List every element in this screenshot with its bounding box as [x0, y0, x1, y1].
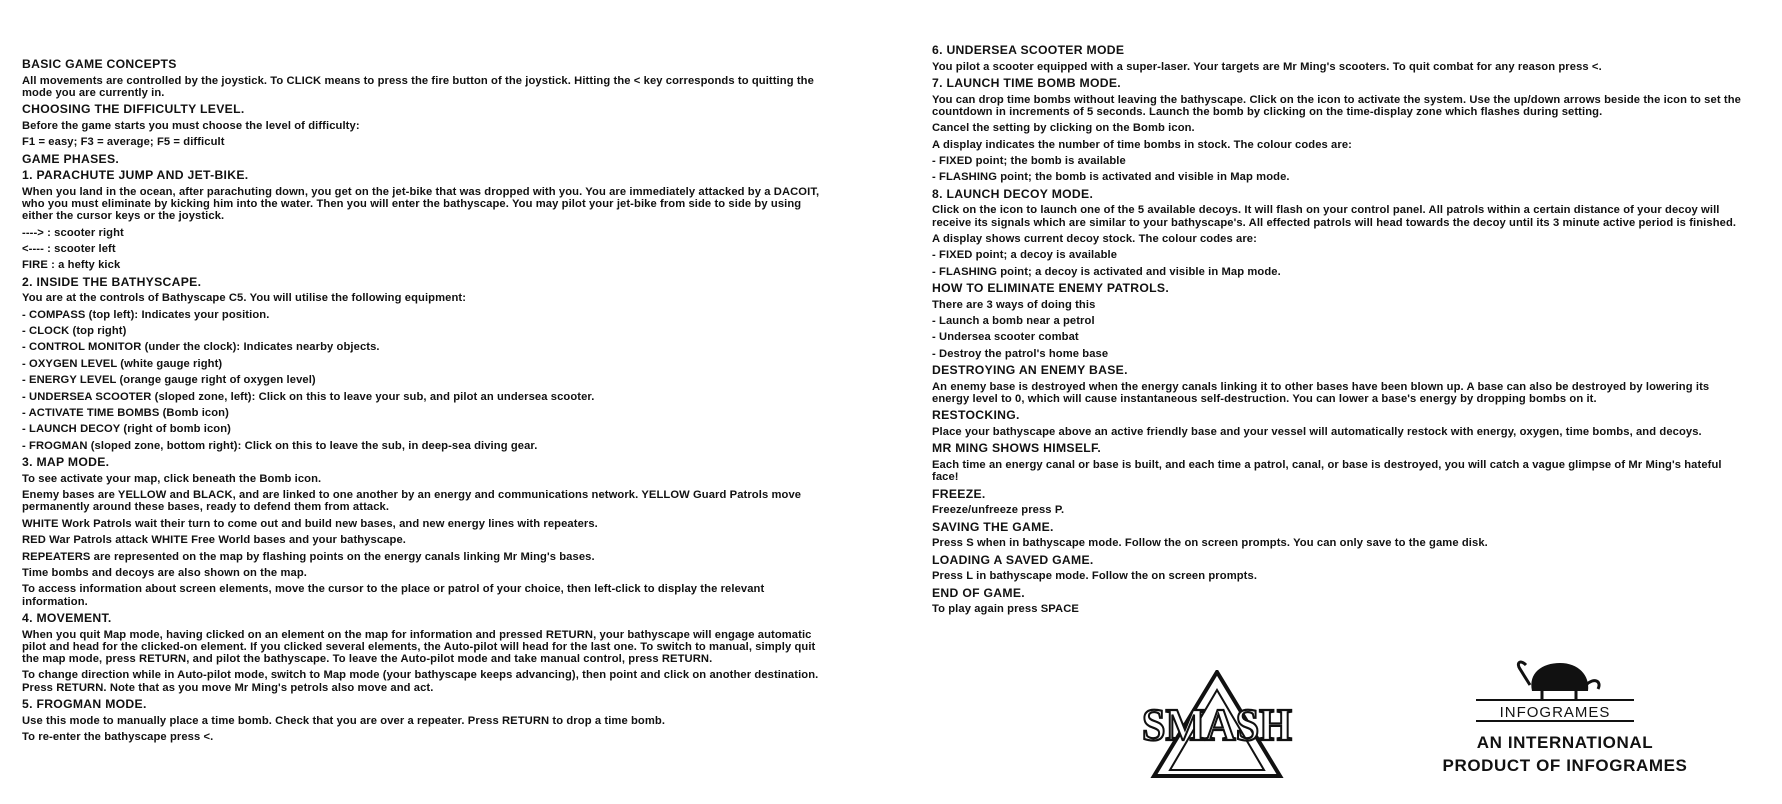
section-heading: 6. UNDERSEA SCOOTER MODE: [932, 43, 1125, 57]
section-heading: HOW TO ELIMINATE ENEMY PATROLS.: [932, 281, 1170, 296]
paragraph: - CLOCK (top right): [22, 325, 127, 338]
paragraph: There are 3 ways of doing this: [932, 298, 1096, 311]
paragraph: To see activate your map, click beneath the Bomb icon.: [22, 472, 322, 485]
section-heading: SAVING THE GAME.: [932, 519, 1054, 534]
paragraph: REPEATERS are represented on the map by flashing points on the energy canals linking Mr Ming's bases.: [22, 550, 595, 563]
paragraph: Cancel the setting by clicking on the Bomb icon.: [932, 122, 1195, 135]
paragraph: - FLASHING point; a decoy is activated and visible in Map mode.: [932, 265, 1281, 278]
paragraph: You are at the controls of Bathyscape C5. You will utilise the following equipment:: [22, 292, 467, 305]
paragraph: - LAUNCH DECOY (right of bomb icon): [22, 423, 231, 436]
paragraph: Click on the icon to launch one of the 5 available decoys. It will flash on your control panel. All patrols within a certain distance of your decoy will receive its signals which are similar to your bathyscape's. All effected patrols will head towards the decoy until its 3 minute active period is finished.: [932, 204, 1737, 229]
paragraph: You pilot a scooter equipped with a super-laser. Your targets are Mr Ming's scooters. To quit combat for any reason press <.: [932, 60, 1602, 73]
paragraph: Time bombs and decoys are also shown on the map.: [22, 566, 307, 579]
section-heading: 4. MOVEMENT.: [22, 610, 112, 625]
section-heading: CHOOSING THE DIFFICULTY LEVEL.: [22, 102, 245, 117]
international-product-line-2: PRODUCT OF INFOGRAMES: [1442, 756, 1688, 775]
paragraph: - Launch a bomb near a petrol: [932, 315, 1095, 328]
paragraph: - Undersea scooter combat: [932, 331, 1079, 344]
section-heading: 7. LAUNCH TIME BOMB MODE.: [932, 75, 1121, 90]
manual-right-column: [932, 44, 1742, 620]
paragraph: Before the game starts you must choose the level of difficulty:: [22, 119, 360, 132]
paragraph: Press S when in bathyscape mode. Follow the on screen prompts. You can only save to the game disk.: [932, 537, 1488, 550]
paragraph: Each time an energy canal or base is built, and each time a patrol, canal, or base is destroyed, you will catch a vague glimpse of Mr Ming's hateful face!: [932, 459, 1722, 484]
paragraph: - COMPASS (top left): Indicates your position.: [22, 308, 270, 321]
smash-logo-icon: [1132, 670, 1302, 780]
section-heading: 1. PARACHUTE JUMP AND JET-BIKE.: [22, 168, 249, 183]
paragraph: FIRE : a hefty kick: [22, 259, 121, 272]
section-heading: MR MING SHOWS HIMSELF.: [932, 441, 1102, 456]
paragraph: You can drop time bombs without leaving the bathyscape. Click on the icon to activate the system. Use the up/down arrows beside the icon to set the countdown in increments of 5 seconds. Launch the bomb by clicking on the time-display zone which flashes during setting.: [932, 93, 1741, 118]
paragraph: - FROGMAN (sloped zone, bottom right): Click on this to leave the sub, in deep-sea diving gear.: [22, 439, 538, 452]
section-heading: RESTOCKING.: [932, 408, 1020, 423]
smash-logo-text: SMASH: [1142, 699, 1293, 750]
paragraph: - ENERGY LEVEL (orange gauge right of oxygen level): [22, 374, 316, 387]
paragraph: To change direction while in Auto-pilot mode, switch to Map mode (your bathyscape keeps advancing), then point and click on another destination. Press RETURN. Note that as you move Mr Ming's petrols also move and act.: [22, 669, 819, 694]
paragraph: WHITE Work Patrols wait their turn to come out and build new bases, and new energy lines with repeaters.: [22, 517, 598, 530]
paragraph: All movements are controlled by the joystick. To CLICK means to press the fire button of the joystick. Hitting the < key corresponds to quitting the mode you are currently in.: [22, 74, 814, 99]
section-heading: 5. FROGMAN MODE.: [22, 696, 147, 711]
section-heading: FREEZE.: [932, 486, 986, 501]
paragraph: - FIXED point; the bomb is available: [932, 154, 1126, 167]
paragraph: - UNDERSEA SCOOTER (sloped zone, left): Click on this to leave your sub, and pilot an undersea scooter.: [22, 390, 595, 403]
manual-left-column: [22, 58, 822, 747]
paragraph: A display shows current decoy stock. The colour codes are:: [932, 232, 1257, 245]
paragraph: <---- : scooter left: [22, 242, 116, 255]
section-heading: LOADING A SAVED GAME.: [932, 552, 1094, 567]
paragraph: To re-enter the bathyscape press <.: [22, 730, 214, 743]
paragraph: Place your bathyscape above an active friendly base and your vessel will automatically restock with energy, oxygen, time bombs, and decoys.: [932, 426, 1702, 439]
paragraph: When you quit Map mode, having clicked on an element on the map for information and pressed RETURN, your bathyscape will engage automatic pilot and head for the clicked-on element. If you clicked several elements, the Auto-pilot will head for the last one. To switch to manual, simply quit the map mode, press RETURN, and pilot the bathyscape. To leave the Auto-pilot mode and take manual control, press RETURN.: [22, 628, 816, 665]
international-product-line-1: AN INTERNATIONAL: [1476, 733, 1654, 752]
paragraph: To access information about screen elements, move the cursor to the place or patrol of your choice, then left-click to display the relevant information.: [22, 583, 765, 608]
paragraph: - CONTROL MONITOR (under the clock): Indicates nearby objects.: [22, 341, 380, 354]
paragraph: Use this mode to manually place a time bomb. Check that you are over a repeater. Press RETURN to drop a time bomb.: [22, 714, 666, 727]
paragraph: Press L in bathyscape mode. Follow the on screen prompts.: [932, 570, 1258, 583]
section-heading: GAME PHASES.: [22, 151, 120, 166]
infogrames-logo-text: INFOGRAMES: [1499, 704, 1611, 721]
paragraph: ----> : scooter right: [22, 226, 124, 239]
section-heading: END OF GAME.: [932, 585, 1025, 600]
section-heading: 8. LAUNCH DECOY MODE.: [932, 186, 1094, 201]
section-heading: 3. MAP MODE.: [22, 455, 110, 470]
paragraph: F1 = easy; F3 = average; F5 = difficult: [22, 136, 225, 149]
paragraph: Enemy bases are YELLOW and BLACK, and are linked to one another by an energy and communications network. YELLOW Guard Patrols move permanently around these bases, ready to defend them from attack.: [22, 489, 802, 514]
paragraph: RED War Patrols attack WHITE Free World bases and your bathyscape.: [22, 534, 406, 547]
paragraph: An enemy base is destroyed when the energy canals linking it to other bases have been blown up. A base can also be destroyed by lowering its energy level to 0, which will cause instantaneous self-destruction. You can lower a base's energy by dropping bombs on it.: [932, 380, 1710, 406]
paragraph: - Destroy the patrol's home base: [932, 347, 1109, 360]
paragraph: A display indicates the number of time bombs in stock. The colour codes are:: [932, 138, 1352, 151]
paragraph: To play again press SPACE: [932, 603, 1079, 616]
armadillo-icon: [1470, 655, 1640, 725]
section-heading: 2. INSIDE THE BATHYSCAPE.: [22, 274, 202, 289]
paragraph: - OXYGEN LEVEL (white gauge right): [22, 357, 223, 370]
paragraph: Freeze/unfreeze press P.: [932, 504, 1065, 517]
section-heading: DESTROYING AN ENEMY BASE.: [932, 363, 1128, 378]
paragraph: - ACTIVATE TIME BOMBS (Bomb icon): [22, 407, 229, 420]
paragraph: - FLASHING point; the bomb is activated and visible in Map mode.: [932, 171, 1290, 184]
paragraph: - FIXED point; a decoy is available: [932, 249, 1118, 262]
paragraph: When you land in the ocean, after parachuting down, you get on the jet-bike that was dropped with you. You are immediately attacked by a DACOIT, who you must eliminate by kicking him into the water. Then you will enter the bathyscape. You may pilot your jet-bike from side to side by using either the cursor keys or the joystick.: [22, 185, 820, 223]
section-heading: BASIC GAME CONCEPTS: [22, 57, 177, 71]
